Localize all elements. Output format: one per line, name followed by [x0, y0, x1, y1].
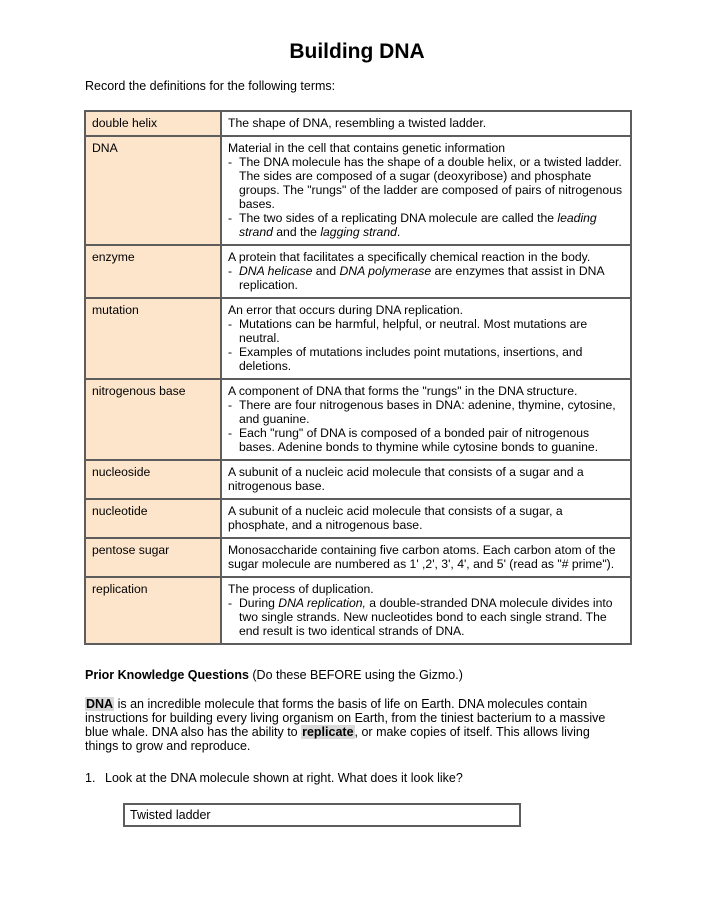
bullet-dash: -: [228, 155, 233, 169]
term-cell: replication: [85, 577, 221, 644]
bullet-text: Mutations can be harmful, helpful, or neutral. Most mutations are neutral.: [239, 317, 588, 345]
definition-text: A subunit of a nucleic acid molecule that consists of a sugar, a phosphate, and a nitrogenous base.: [228, 504, 563, 532]
bullet-item: [228, 317, 624, 345]
definition-text: The process of duplication.: [228, 582, 374, 596]
table-row: [85, 577, 631, 644]
term-cell: nucleoside: [85, 460, 221, 499]
bullet-text: [239, 211, 624, 239]
question-number: 1.: [85, 771, 96, 785]
intro-paragraph: [85, 697, 625, 753]
definition-cell: [221, 298, 631, 379]
term-cell: DNA: [85, 136, 221, 245]
bullet-text: Examples of mutations includes point mutations, insertions, and deletions.: [239, 345, 583, 373]
table-row: [85, 136, 631, 245]
term-cell: nitrogenous base: [85, 379, 221, 460]
text-run: are enzymes that assist in DNA replication.: [239, 264, 604, 292]
bullet-dash: -: [228, 398, 233, 412]
bullet-text: [239, 264, 624, 292]
definition-text: The shape of DNA, resembling a twisted ladder.: [228, 116, 487, 130]
answer-field[interactable]: Twisted ladder: [123, 803, 521, 827]
term-cell: pentose sugar: [85, 538, 221, 577]
table-row: [85, 499, 631, 538]
italic-term: leading strand: [239, 211, 597, 239]
table-row: [85, 111, 631, 136]
definition-cell: [221, 379, 631, 460]
bullet-dash: -: [228, 345, 233, 359]
table-row: [85, 379, 631, 460]
text-run: and: [312, 264, 340, 278]
highlighted-term: replicate: [302, 725, 354, 739]
definition-cell: [221, 245, 631, 298]
text-run: The two sides of a replicating DNA molecule are called the: [239, 211, 558, 225]
text-run: During: [239, 596, 279, 610]
definition-text: An error that occurs during DNA replication.: [228, 303, 464, 317]
section-heading: Prior Knowledge Questions: [85, 668, 249, 682]
definition-text: A component of DNA that forms the "rungs" in the DNA structure.: [228, 384, 578, 398]
definition-cell: [221, 577, 631, 644]
table-row: [85, 245, 631, 298]
bullet-dash: -: [228, 264, 233, 278]
bullet-item: [228, 398, 624, 426]
bullet-item: [228, 426, 624, 454]
term-cell: enzyme: [85, 245, 221, 298]
definition-text: Monosaccharide containing five carbon atoms. Each carbon atom of the sugar molecule are numbered as 1' ,2', 3', 4', and 5' (read as "# prime").: [228, 543, 616, 571]
term-cell: mutation: [85, 298, 221, 379]
definition-cell: [221, 499, 631, 538]
table-row: [85, 460, 631, 499]
definition-text: Material in the cell that contains genetic information: [228, 141, 506, 155]
bullet-item: [228, 596, 624, 638]
bullet-dash: -: [228, 426, 233, 440]
italic-term: lagging strand: [320, 225, 397, 239]
bullet-item: [228, 264, 624, 292]
bullet-text: Each "rung" of DNA is composed of a bonded pair of nitrogenous bases. Adenine bonds to thymine while cytosine bonds to guanine.: [239, 426, 599, 454]
definition-text: A subunit of a nucleic acid molecule that consists of a sugar and a nitrogenous base.: [228, 465, 584, 493]
bullet-dash: -: [228, 317, 233, 331]
question-text: Look at the DNA molecule shown at right. What does it look like?: [105, 771, 463, 785]
definition-text: A protein that facilitates a specifically chemical reaction in the body.: [228, 250, 591, 264]
bullet-text: There are four nitrogenous bases in DNA: adenine, thymine, cytosine, and guanine.: [239, 398, 616, 426]
term-cell: nucleotide: [85, 499, 221, 538]
bullet-dash: -: [228, 596, 233, 610]
bullet-item: [228, 211, 624, 239]
term-cell: double helix: [85, 111, 221, 136]
text-run: .: [396, 225, 401, 239]
definition-cell: [221, 460, 631, 499]
bullet-dash: -: [228, 211, 233, 225]
section-note: (Do these BEFORE using the Gizmo.): [248, 668, 463, 682]
question-1: [85, 771, 463, 785]
highlighted-term: DNA: [86, 697, 114, 711]
text-run: is an incredible molecule that forms the basis of life on Earth. DNA molecules contain instructions for building every living organism on Earth, from the tiniest bacterium to a massive blue whale. DNA also has the ability to: [85, 697, 606, 739]
table-row: [85, 298, 631, 379]
bullet-item: [228, 155, 624, 211]
definition-cell: [221, 111, 631, 136]
page-title: Building DNA: [289, 40, 425, 63]
bullet-text: The DNA molecule has the shape of a double helix, or a twisted ladder. The sides are composed of a sugar (deoxyribose) and phosphate groups. The "rungs" of the ladder are composed of pairs of nitrogenous bases.: [239, 155, 623, 211]
definition-cell: [221, 538, 631, 577]
bullet-text: [239, 596, 624, 638]
italic-term: DNA replication,: [278, 596, 366, 610]
text-run: , or make copies of itself. This allows living things to grow and reproduce.: [85, 725, 590, 753]
instructions: Record the definitions for the following terms:: [85, 79, 336, 93]
italic-term: DNA helicase: [239, 264, 313, 278]
table-row: [85, 538, 631, 577]
prior-knowledge-heading: [85, 668, 463, 682]
bullet-item: [228, 345, 624, 373]
italic-term: DNA polymerase: [339, 264, 432, 278]
text-run: a double-stranded DNA molecule divides into two single strands. New nucleotides bond to each single strand. The end result is two identical strands of DNA.: [239, 596, 613, 638]
text-run: and the: [272, 225, 321, 239]
definition-cell: [221, 136, 631, 245]
definitions-table: [84, 110, 632, 645]
